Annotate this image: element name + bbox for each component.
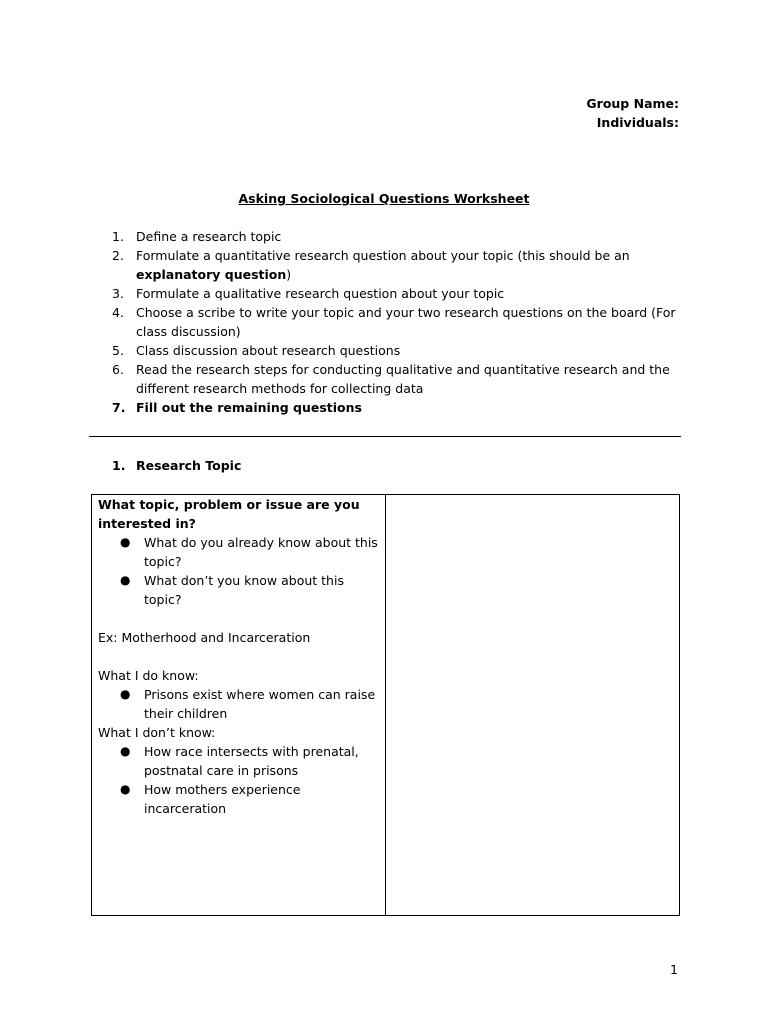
instruction-item: [98, 360, 678, 398]
topic-question: What topic, problem or issue are you interested in?: [98, 497, 360, 531]
list-item: [98, 780, 379, 818]
know-list: [98, 685, 379, 723]
list-item: [98, 742, 379, 780]
section-heading: [98, 456, 241, 475]
list-item-text: What don’t you know about this topic?: [144, 573, 344, 607]
instruction-item: [98, 398, 678, 417]
item-text: Formulate a quantitative research question about your topic (this should be an: [136, 248, 630, 263]
dont-know-label: What I don’t know:: [98, 725, 216, 740]
prompt-cell: [92, 495, 386, 915]
item-number: 5.: [112, 343, 124, 358]
bullet-icon: ●: [120, 782, 131, 796]
item-text: Define a research topic: [136, 229, 282, 244]
bullet-icon: ●: [120, 744, 131, 758]
item-text-end: ): [286, 267, 292, 282]
item-number: 1.: [112, 229, 124, 244]
section-divider: [89, 436, 681, 437]
bullet-icon: ●: [120, 573, 131, 587]
item-number: 2.: [112, 248, 124, 263]
item-text: Class discussion about research questions: [136, 343, 401, 358]
list-item: [98, 571, 379, 609]
bullet-icon: ●: [120, 535, 131, 549]
item-number: 6.: [112, 362, 124, 377]
dont-know-list: [98, 742, 379, 818]
bullet-icon: ●: [120, 687, 131, 701]
item-text: Choose a scribe to write your topic and your two research questions on the board (For class discussion): [136, 305, 676, 339]
instruction-item: [98, 303, 678, 341]
list-item: [98, 533, 379, 571]
list-item-text: What do you already know about this topic?: [144, 535, 378, 569]
list-item-text: Prisons exist where women can raise their children: [144, 687, 376, 721]
list-item-text: How race intersects with prenatal, postnatal care in prisons: [144, 744, 359, 778]
item-number: 4.: [112, 305, 124, 320]
know-label: What I do know:: [98, 668, 199, 683]
research-topic-table: [91, 494, 680, 916]
item-number: 3.: [112, 286, 124, 301]
example-text: Ex: Motherhood and Incarceration: [98, 630, 311, 645]
item-text: Fill out the remaining questions: [136, 400, 362, 415]
item-text: Read the research steps for conducting qualitative and quantitative research and the different research methods for collecting data: [136, 362, 670, 396]
instruction-item: [98, 284, 678, 303]
sub-question-list: [98, 533, 379, 609]
page-number: 1: [670, 962, 678, 977]
answer-cell[interactable]: [386, 495, 679, 915]
item-number: 7.: [112, 400, 126, 415]
instruction-item: [98, 246, 678, 284]
individuals-label: Individuals:: [596, 115, 679, 130]
instruction-item: [98, 227, 678, 246]
list-item: [98, 685, 379, 723]
instruction-list: [98, 227, 678, 417]
section-title: Research Topic: [136, 458, 242, 473]
worksheet-title: Asking Sociological Questions Worksheet: [238, 191, 530, 206]
instruction-item: [98, 341, 678, 360]
item-text: Formulate a qualitative research question about your topic: [136, 286, 505, 301]
group-name-label: Group Name:: [586, 96, 679, 111]
item-text-emphasis: explanatory question: [136, 267, 287, 282]
list-item-text: How mothers experience incarceration: [144, 782, 301, 816]
header-block: [586, 94, 679, 132]
section-number: 1.: [112, 458, 126, 473]
